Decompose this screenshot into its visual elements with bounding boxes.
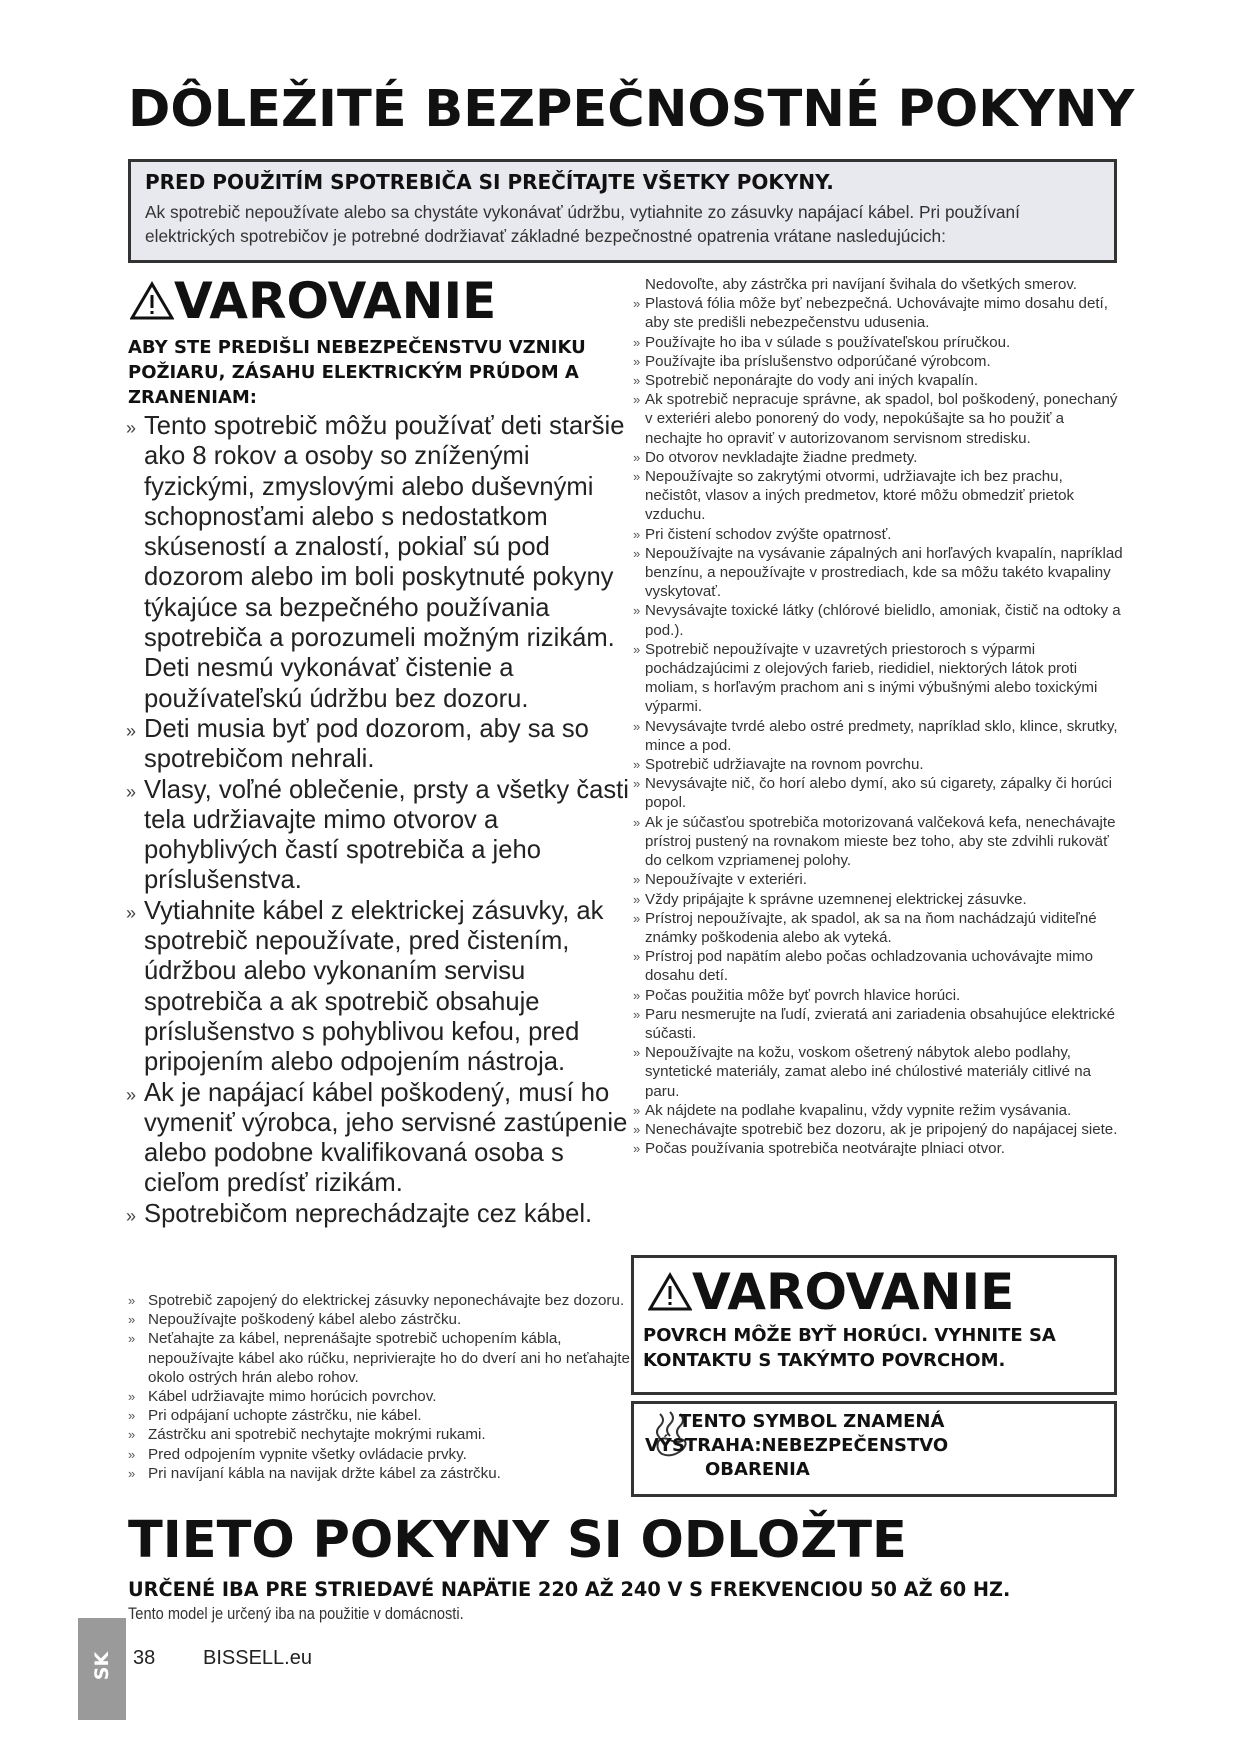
right-safety-item xyxy=(633,717,1123,755)
scald-symbol-line1: TENTO SYMBOL ZNAMENÁ xyxy=(679,1411,945,1432)
bullet-marker: » xyxy=(633,757,641,773)
right-safety-item xyxy=(633,1139,1123,1158)
main-safety-list xyxy=(126,411,636,1229)
bullet-marker: » xyxy=(128,1446,136,1462)
right-continuation-text: Nedovoľte, aby zástrčka pri navíjaní švihala do všetkých smerov. xyxy=(645,276,1077,293)
safety-item-text: Vytiahnite kábel z elektrickej zásuvky, ak spotrebič nepoužívate, pred čistením, údržbou alebo vykonaním servisu spotrebiča a ak spotrebič obsahuje príslušenstvo s pohyblivou kefou, pred pripojením alebo odpojením nástroja. xyxy=(144,896,604,1077)
right-safety-item-text: Do otvorov nevkladajte žiadne predmety. xyxy=(645,448,918,466)
right-safety-item-text: Nenechávajte spotrebič bez dozoru, ak je pripojený do napájacej siete. xyxy=(645,1120,1118,1138)
right-safety-item-text: Ak je súčasťou spotrebiča motorizovaná valčeková kefa, nenechávajte prístroj pustený na rovnakom mieste bez toho, aby ste zdvihli rukoväť do celkom vzpriamenej polohy. xyxy=(645,813,1116,870)
cable-safety-item xyxy=(126,1387,636,1406)
bullet-marker: » xyxy=(633,353,641,369)
right-safety-item-text: Paru nesmerujte na ľudí, zvieratá ani zariadenia obsahujúce elektrické súčasti. xyxy=(645,1005,1116,1042)
cable-safety-item-text: Kábel udržiavajte mimo horúcich povrchov. xyxy=(148,1388,437,1406)
cable-safety-item-text: Pri navíjaní kábla na navijak držte kábel za zástrčku. xyxy=(148,1464,501,1482)
right-safety-item xyxy=(633,1043,1123,1101)
cable-safety-item xyxy=(126,1329,636,1387)
cable-safety-list xyxy=(126,1291,636,1483)
bullet-marker: » xyxy=(633,949,641,965)
right-safety-item xyxy=(633,1120,1123,1139)
bullet-marker: » xyxy=(126,902,137,923)
save-instructions-title: TIETO POKYNY SI ODLOŽTE xyxy=(128,1511,907,1570)
voltage-notice: URČENÉ IBA PRE STRIEDAVÉ NAPÄTIE 220 AŽ 240 V S FREKVENCIOU 50 AŽ 60 HZ. xyxy=(128,1578,1011,1601)
right-safety-item xyxy=(633,1101,1123,1120)
warning-subtitle: ABY STE PREDIŠLI NEBEZPEČENSTVU VZNIKU POŽIARU, ZÁSAHU ELEKTRICKÝM PRÚDOM A ZRANENIAM: xyxy=(128,337,586,408)
right-safety-item-text: Nevysávajte toxické látky (chlórové bielidlo, amoniak, čistič na odtoky a pod.). xyxy=(645,602,1121,639)
cable-safety-item-text: Neťahajte za kábel, neprenášajte spotrebič uchopením kábla, nepoužívajte kábel ako rúčku, neprivierajte ho do dverí ani ho neťahajte okolo ostrých hrán alebo rohov. xyxy=(148,1330,630,1386)
warning-title-text: VAROVANIE xyxy=(174,272,497,330)
bullet-marker: » xyxy=(126,781,137,802)
right-safety-item-text: Spotrebič udržiavajte na rovnom povrchu. xyxy=(645,756,924,774)
bullet-marker: » xyxy=(633,872,641,888)
right-safety-item-text: Prístroj pod napätím alebo počas ochladzovania uchovávajte mimo dosahu detí. xyxy=(645,948,1094,985)
scald-symbol-text xyxy=(645,1410,1085,1482)
bullet-marker: » xyxy=(126,1084,137,1105)
right-safety-item-text: Používajte iba príslušenstvo odporúčané výrobcom. xyxy=(645,352,991,370)
cable-safety-item xyxy=(126,1464,636,1483)
hot-surface-warning-title xyxy=(648,1263,1014,1321)
right-safety-item xyxy=(633,294,1123,332)
safety-item xyxy=(126,1199,636,1229)
bullet-marker: » xyxy=(633,1141,641,1157)
bullet-marker: » xyxy=(633,296,641,312)
safety-item-text: Ak je napájací kábel poškodený, musí ho vymeniť výrobca, jeho servisné zastúpenie alebo podobne kvalifikovaná osoba s cieľom predísť rizikám. xyxy=(144,1078,628,1198)
bullet-marker: » xyxy=(128,1465,136,1481)
right-safety-item-text: Počas použitia môže byť povrch hlavice horúci. xyxy=(645,986,961,1004)
right-safety-item xyxy=(633,755,1123,774)
bullet-marker: » xyxy=(633,1045,641,1061)
scald-symbol-line3: OBARENIA xyxy=(705,1459,810,1480)
brand-url: BISSELL.eu xyxy=(203,1647,312,1669)
right-safety-item xyxy=(633,774,1123,812)
right-safety-list xyxy=(633,294,1123,1158)
right-safety-item xyxy=(633,544,1123,602)
cable-safety-item-text: Zástrčku ani spotrebič nechytajte mokrými rukami. xyxy=(148,1426,486,1444)
intro-box xyxy=(128,159,1117,263)
bullet-marker: » xyxy=(633,449,641,465)
safety-item xyxy=(126,411,636,714)
domestic-use-notice: Tento model je určený iba na použitie v domácnosti. xyxy=(128,1604,464,1623)
safety-item-text: Spotrebičom neprechádzajte cez kábel. xyxy=(144,1199,593,1228)
bullet-marker: » xyxy=(126,418,137,438)
right-safety-item xyxy=(633,640,1123,717)
right-safety-item-text: Nepoužívajte so zakrytými otvormi, udržiavajte ich bez prachu, nečistôt, vlasov a iných predmetov, ktoré môžu obmedziť prietok vzduchu. xyxy=(645,468,1075,524)
right-column xyxy=(633,275,1123,1158)
warning-title xyxy=(130,272,496,330)
bullet-marker: » xyxy=(633,603,641,619)
right-safety-item-text: Ak spotrebič nepracuje správne, ak spadol, bol poškodený, ponechaný v exteriéri alebo ponorený do vody, nepokúšajte sa ho použiť a nechajte ho opraviť v autorizovanom servisnom stredisku. xyxy=(645,391,1118,447)
cable-safety-item xyxy=(126,1291,636,1310)
right-safety-item-text: Spotrebič nepoužívajte v uzavretých priestoroch s výparmi pochádzajúcimi z olejových farieb, riedidiel, niektorých látok proti moliam, s horľavým prachom ani s inými výbušnými alebo toxickými výparmi. xyxy=(645,640,1098,716)
bullet-marker: » xyxy=(128,1293,136,1308)
safety-item xyxy=(126,714,636,775)
cable-safety-item-text: Nepoužívajte poškodený kábel alebo zástrčku. xyxy=(148,1311,462,1329)
bullet-marker: » xyxy=(128,1408,136,1424)
bullet-marker: » xyxy=(633,718,641,734)
right-safety-item xyxy=(633,448,1123,467)
right-safety-item-text: Spotrebič neponárajte do vody ani iných kvapalín. xyxy=(645,372,979,390)
right-safety-item-text: Nepoužívajte v exteriéri. xyxy=(645,871,807,889)
right-safety-item-text: Ak nájdete na podlahe kvapalinu, vždy vypnite režim vysávania. xyxy=(645,1101,1072,1119)
intro-text: Ak spotrebič nepoužívate alebo sa chystáte vykonávať údržbu, vytiahnite zo zásuvky napájací kábel. Pri používaní elektrických spotrebičov je potrebné dodržiavať základné bezpečnostné opatrenia vrátane nasledujúcich: xyxy=(145,202,1020,246)
right-safety-item xyxy=(633,813,1123,871)
right-safety-item xyxy=(633,333,1123,352)
hot-surface-warning-title-text: VAROVANIE xyxy=(692,1263,1015,1321)
right-safety-item-text: Plastová fólia môže byť nebezpečná. Uchovávajte mimo dosahu detí, aby ste predišli nebezpečenstvu udusenia. xyxy=(645,295,1108,332)
page-number: 38 xyxy=(133,1647,156,1669)
right-safety-item xyxy=(633,870,1123,889)
cable-safety-item xyxy=(126,1406,636,1425)
right-safety-item-text: Prístroj nepoužívajte, ak spadol, ak sa na ňom nachádzajú viditeľné známky poškodenia alebo ak vyteká. xyxy=(645,909,1097,946)
bullet-marker: » xyxy=(633,1006,641,1022)
right-safety-item xyxy=(633,467,1123,525)
right-safety-item xyxy=(633,909,1123,947)
bullet-marker: » xyxy=(128,1312,136,1328)
warning-triangle-icon xyxy=(130,281,174,321)
bullet-marker: » xyxy=(126,1205,137,1226)
safety-item xyxy=(126,1078,636,1199)
intro-heading: PRED POUŽITÍM SPOTREBIČA SI PREČÍTAJTE VŠETKY POKYNY. xyxy=(145,170,834,194)
bullet-marker: » xyxy=(633,1121,641,1137)
right-safety-item xyxy=(633,390,1123,448)
cable-safety-item-text: Pred odpojením vypnite všetky ovládacie prvky. xyxy=(148,1445,467,1463)
bullet-marker: » xyxy=(633,910,641,926)
safety-item-text: Vlasy, voľné oblečenie, prsty a všetky časti tela udržiavajte mimo otvorov a pohyblivých častí spotrebiča a jeho príslušenstva. xyxy=(144,775,629,895)
page-title: DÔLEŽITÉ BEZPEČNOSTNÉ POKYNY xyxy=(128,80,1135,139)
bullet-marker: » xyxy=(633,1102,641,1118)
bullet-marker: » xyxy=(128,1389,136,1405)
right-safety-item-text: Vždy pripájajte k správne uzemnenej elektrickej zásuvke. xyxy=(645,890,1027,908)
right-safety-item xyxy=(633,601,1123,639)
right-safety-item-text: Počas používania spotrebiča neotvárajte plniaci otvor. xyxy=(645,1140,1005,1158)
right-safety-item-text: Nevysávajte tvrdé alebo ostré predmety, napríklad sklo, klince, skrutky, mince a pod. xyxy=(645,717,1118,754)
bullet-marker: » xyxy=(633,526,641,542)
language-code: SK xyxy=(91,1651,113,1681)
bullet-marker: » xyxy=(126,720,137,741)
hot-surface-warning-subtitle: POVRCH MÔŽE BYŤ HORÚCI. VYHNITE SA KONTAKTU S TAKÝMTO POVRCHOM. xyxy=(643,1325,1056,1371)
safety-item xyxy=(126,896,636,1078)
warning-triangle-icon xyxy=(648,1272,692,1312)
right-safety-item xyxy=(633,986,1123,1005)
right-safety-item xyxy=(633,947,1123,985)
cable-safety-item xyxy=(126,1310,636,1329)
cable-safety-item xyxy=(126,1445,636,1464)
bullet-marker: » xyxy=(633,814,641,830)
right-safety-item xyxy=(633,525,1123,544)
right-safety-item-text: Nepoužívajte na vysávanie zápalných ani horľavých kvapalín, napríklad benzínu, a nepoužívajte v prostrediach, kde sa môžu takéto kvapaliny vyskytovať. xyxy=(645,544,1123,601)
bullet-marker: » xyxy=(633,987,641,1003)
right-safety-item-text: Nepoužívajte na kožu, voskom ošetrený nábytok alebo podlahy, syntetické materiály, zamat alebo iné chúlostivé materiály citlivé na paru. xyxy=(645,1044,1092,1100)
right-safety-item-text: Pri čistení schodov zvýšte opatrnosť. xyxy=(645,525,892,543)
right-safety-item-text: Nevysávajte nič, čo horí alebo dymí, ako sú cigarety, zápalky či horúci popol. xyxy=(645,775,1112,812)
bullet-marker: » xyxy=(633,891,641,907)
right-safety-item xyxy=(633,1005,1123,1043)
right-safety-item xyxy=(633,352,1123,371)
bullet-marker: » xyxy=(633,641,641,657)
bullet-marker: » xyxy=(633,392,641,408)
right-safety-item xyxy=(633,890,1123,909)
safety-item-text: Deti musia byť pod dozorom, aby sa so spotrebičom nehrali. xyxy=(144,714,589,774)
right-safety-item xyxy=(633,371,1123,390)
right-safety-item-text: Používajte ho iba v súlade s používateľskou príručkou. xyxy=(645,333,1011,351)
cable-safety-item xyxy=(126,1425,636,1444)
bullet-marker: » xyxy=(633,334,641,350)
scald-symbol-line2: VÝSTRAHA:NEBEZPEČENSTVO xyxy=(645,1435,949,1456)
bullet-marker: » xyxy=(633,469,641,485)
bullet-marker: » xyxy=(633,545,641,561)
bullet-marker: » xyxy=(633,776,641,792)
safety-item-text: Tento spotrebič môžu používať deti staršie ako 8 rokov a osoby so zníženými fyzickými, zmyslovými alebo duševnými schopnosťami alebo s nedostatkom skúseností a znalostí, pokiaľ sú pod dozorom alebo im boli poskytnuté pokyny týkajúce sa bezpečného používania spotrebiča a porozumeli možným rizikám. Deti nesmú vykonávať čistenie a používateľskú údržbu bez dozoru. xyxy=(144,412,625,713)
safety-item xyxy=(126,775,636,896)
bullet-marker: » xyxy=(633,373,641,389)
bullet-marker: » xyxy=(128,1331,136,1347)
cable-safety-item-text: Spotrebič zapojený do elektrickej zásuvky neponechávajte bez dozoru. xyxy=(148,1292,625,1309)
cable-safety-item-text: Pri odpájaní uchopte zástrčku, nie kábel. xyxy=(148,1407,422,1425)
bullet-marker: » xyxy=(128,1427,136,1443)
